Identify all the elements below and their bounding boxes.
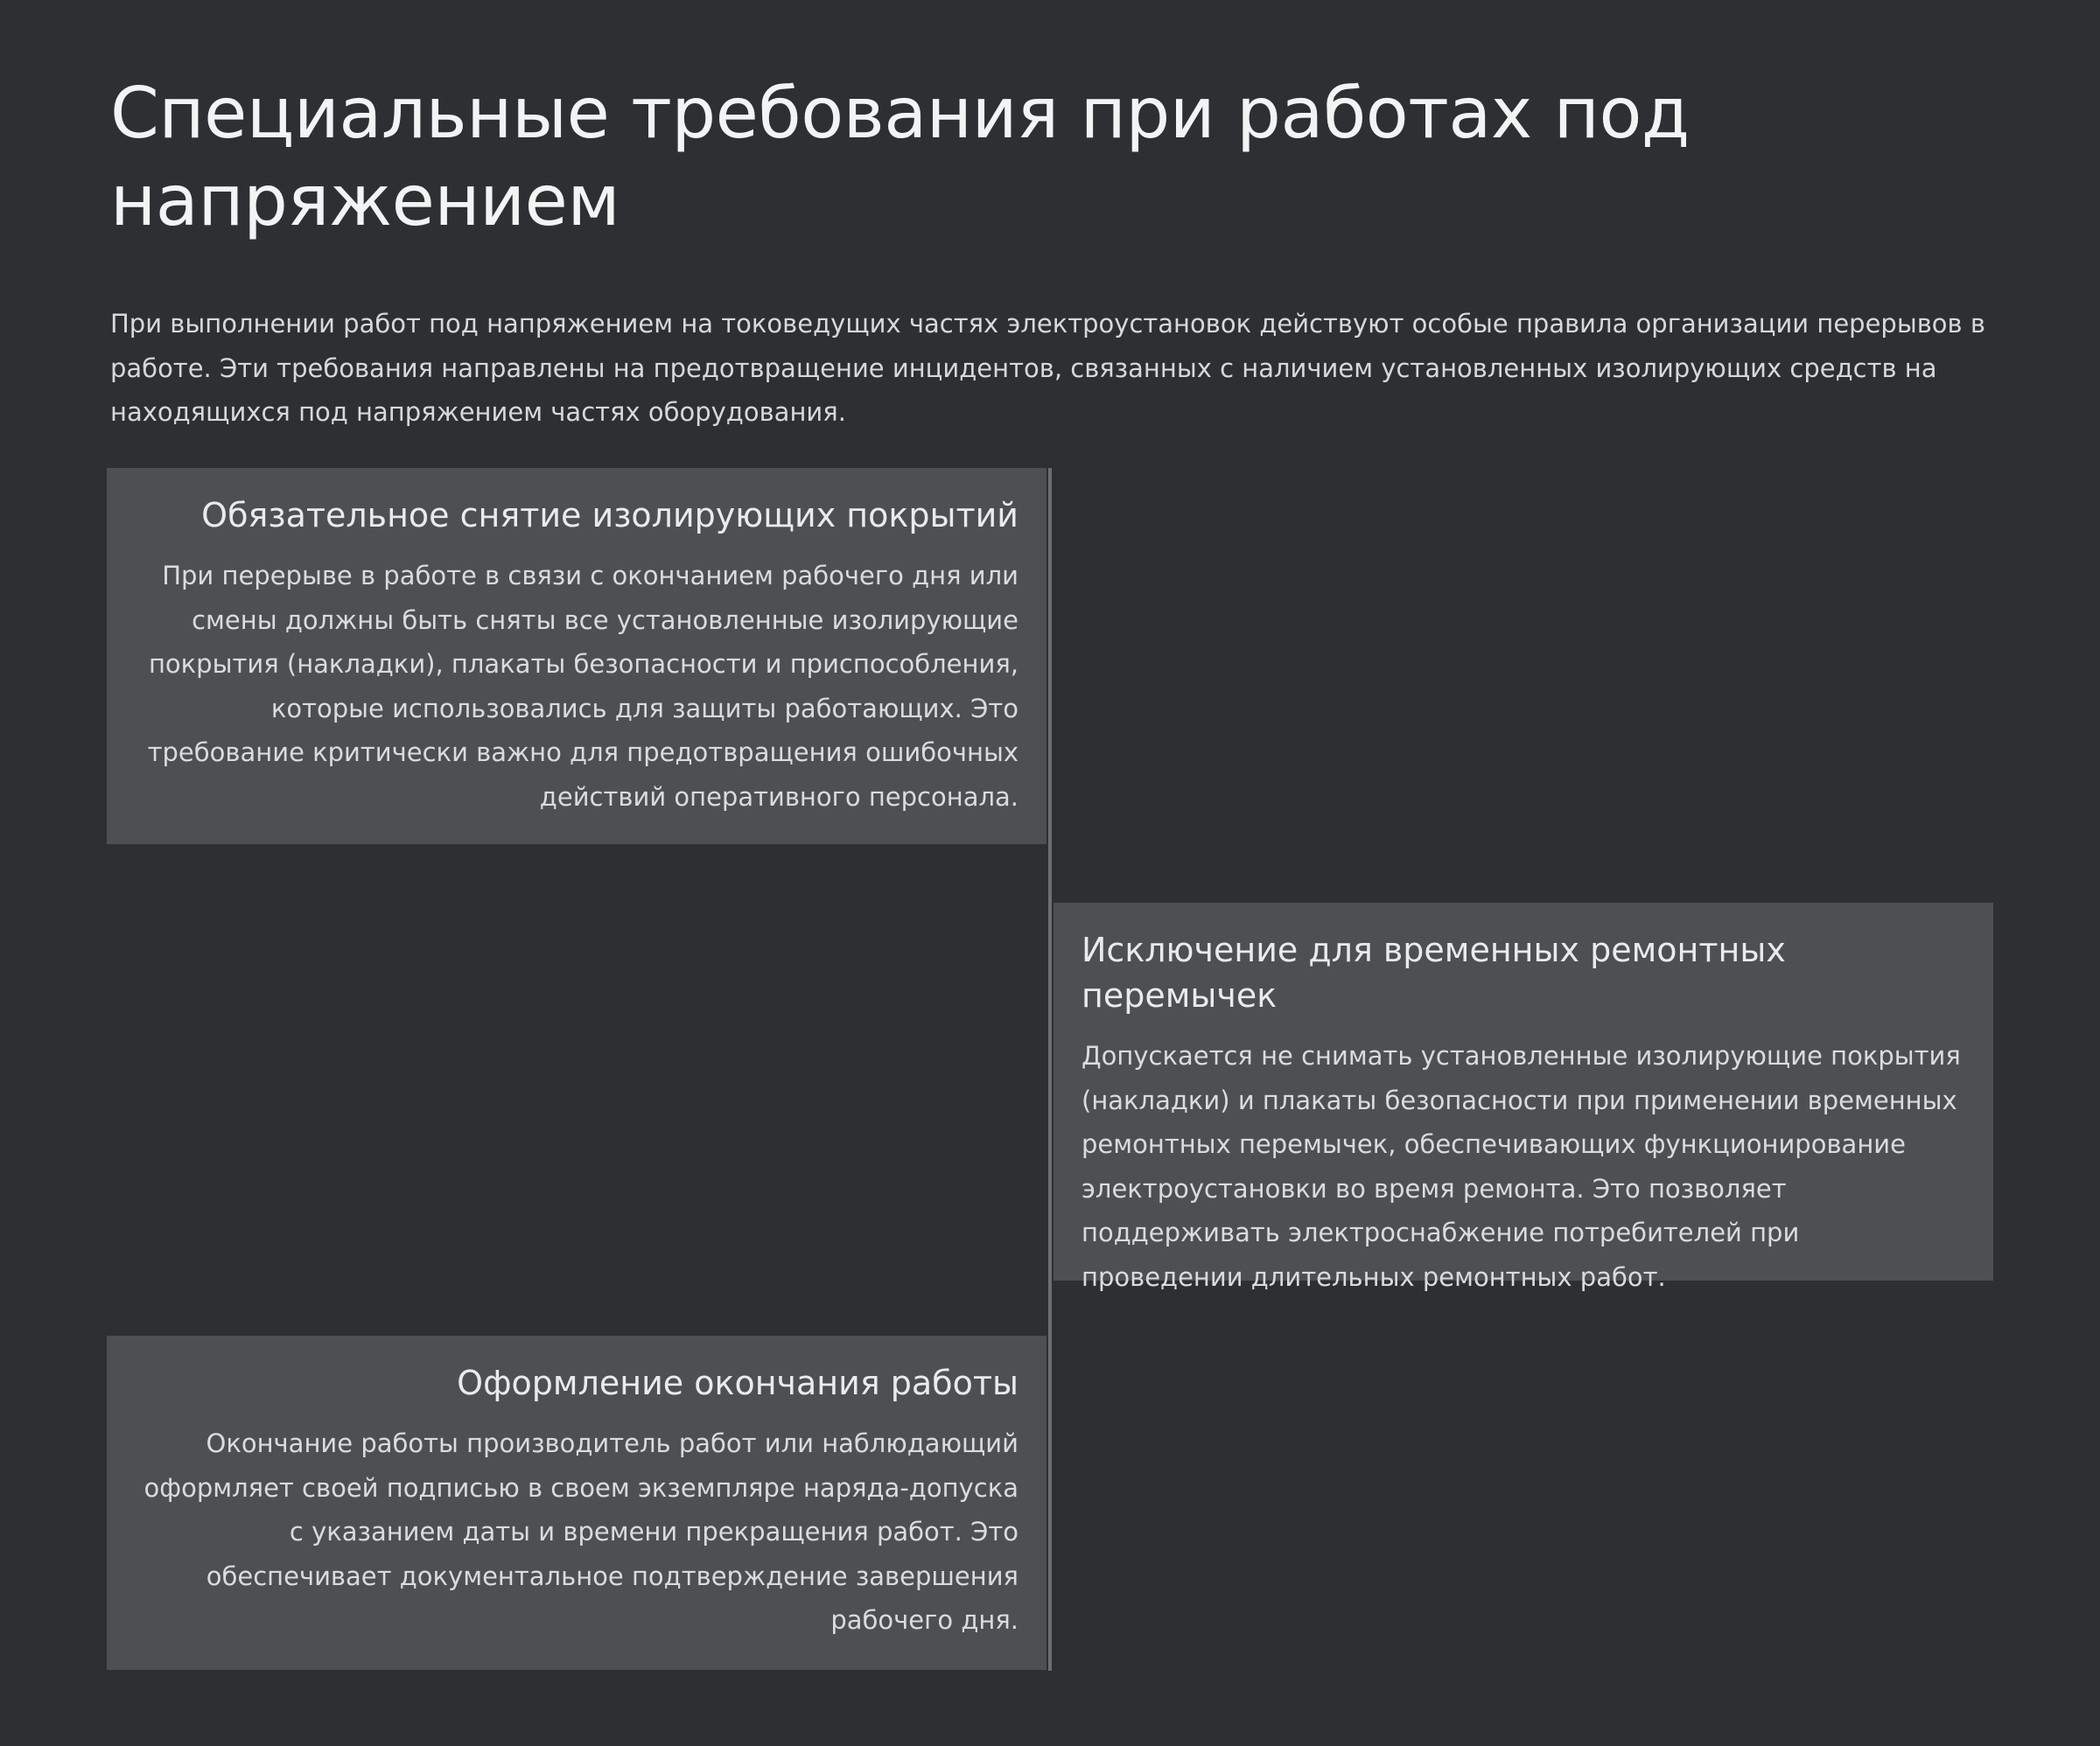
timeline-card-removal: [107, 468, 1046, 844]
card-title: Оформление окончания работы: [457, 1364, 1018, 1402]
card-text: Окончание работы производитель работ или наблюдающий оформляет своей подписью в своем экземпляре наряда-допуска с указанием даты и времени прекращения работ. Это обеспечивает документальное подтверждение завершения рабочего дня.: [144, 1428, 1018, 1635]
card-title: Исключение для временных ремонтных перемычек: [1082, 931, 1786, 1015]
card-text: При перерыве в работе в связи с окончанием рабочего дня или смены должны быть сняты все установленные изолирующие покрытия (накладки), плакаты безопасности и приспособления, которые использовались для защиты работающих. Это требование критически важно для предотвращения ошибочных действий оперативного персонала.: [147, 561, 1018, 812]
timeline-card-exception: [1054, 903, 1993, 1292]
intro-paragraph: При выполнении работ под напряжением на токоведущих частях электроустановок действуют особые правила организации перерывов в работе. Эти требования направлены на предотвращение инцидентов, связанных с наличием установленных изолирующих средств на находящихся под напряжением частях оборудования.: [110, 309, 1985, 427]
page-title: Специальные требования при работах под напряжением: [110, 73, 1690, 241]
card-title: Обязательное снятие изолирующих покрытий: [201, 496, 1018, 534]
timeline-line: [1048, 468, 1052, 1671]
card-text: Допускается не снимать установленные изолирующие покрытия (накладки) и плакаты безопасности при применении временных ремонтных перемычек, обеспечивающих функционирование электроустановки во время ремонта. Это позволяет поддерживать электроснабжение потребителей при проведении длительных ремонтных работ.: [1082, 1041, 1961, 1292]
timeline-card-completion: [107, 1336, 1046, 1670]
